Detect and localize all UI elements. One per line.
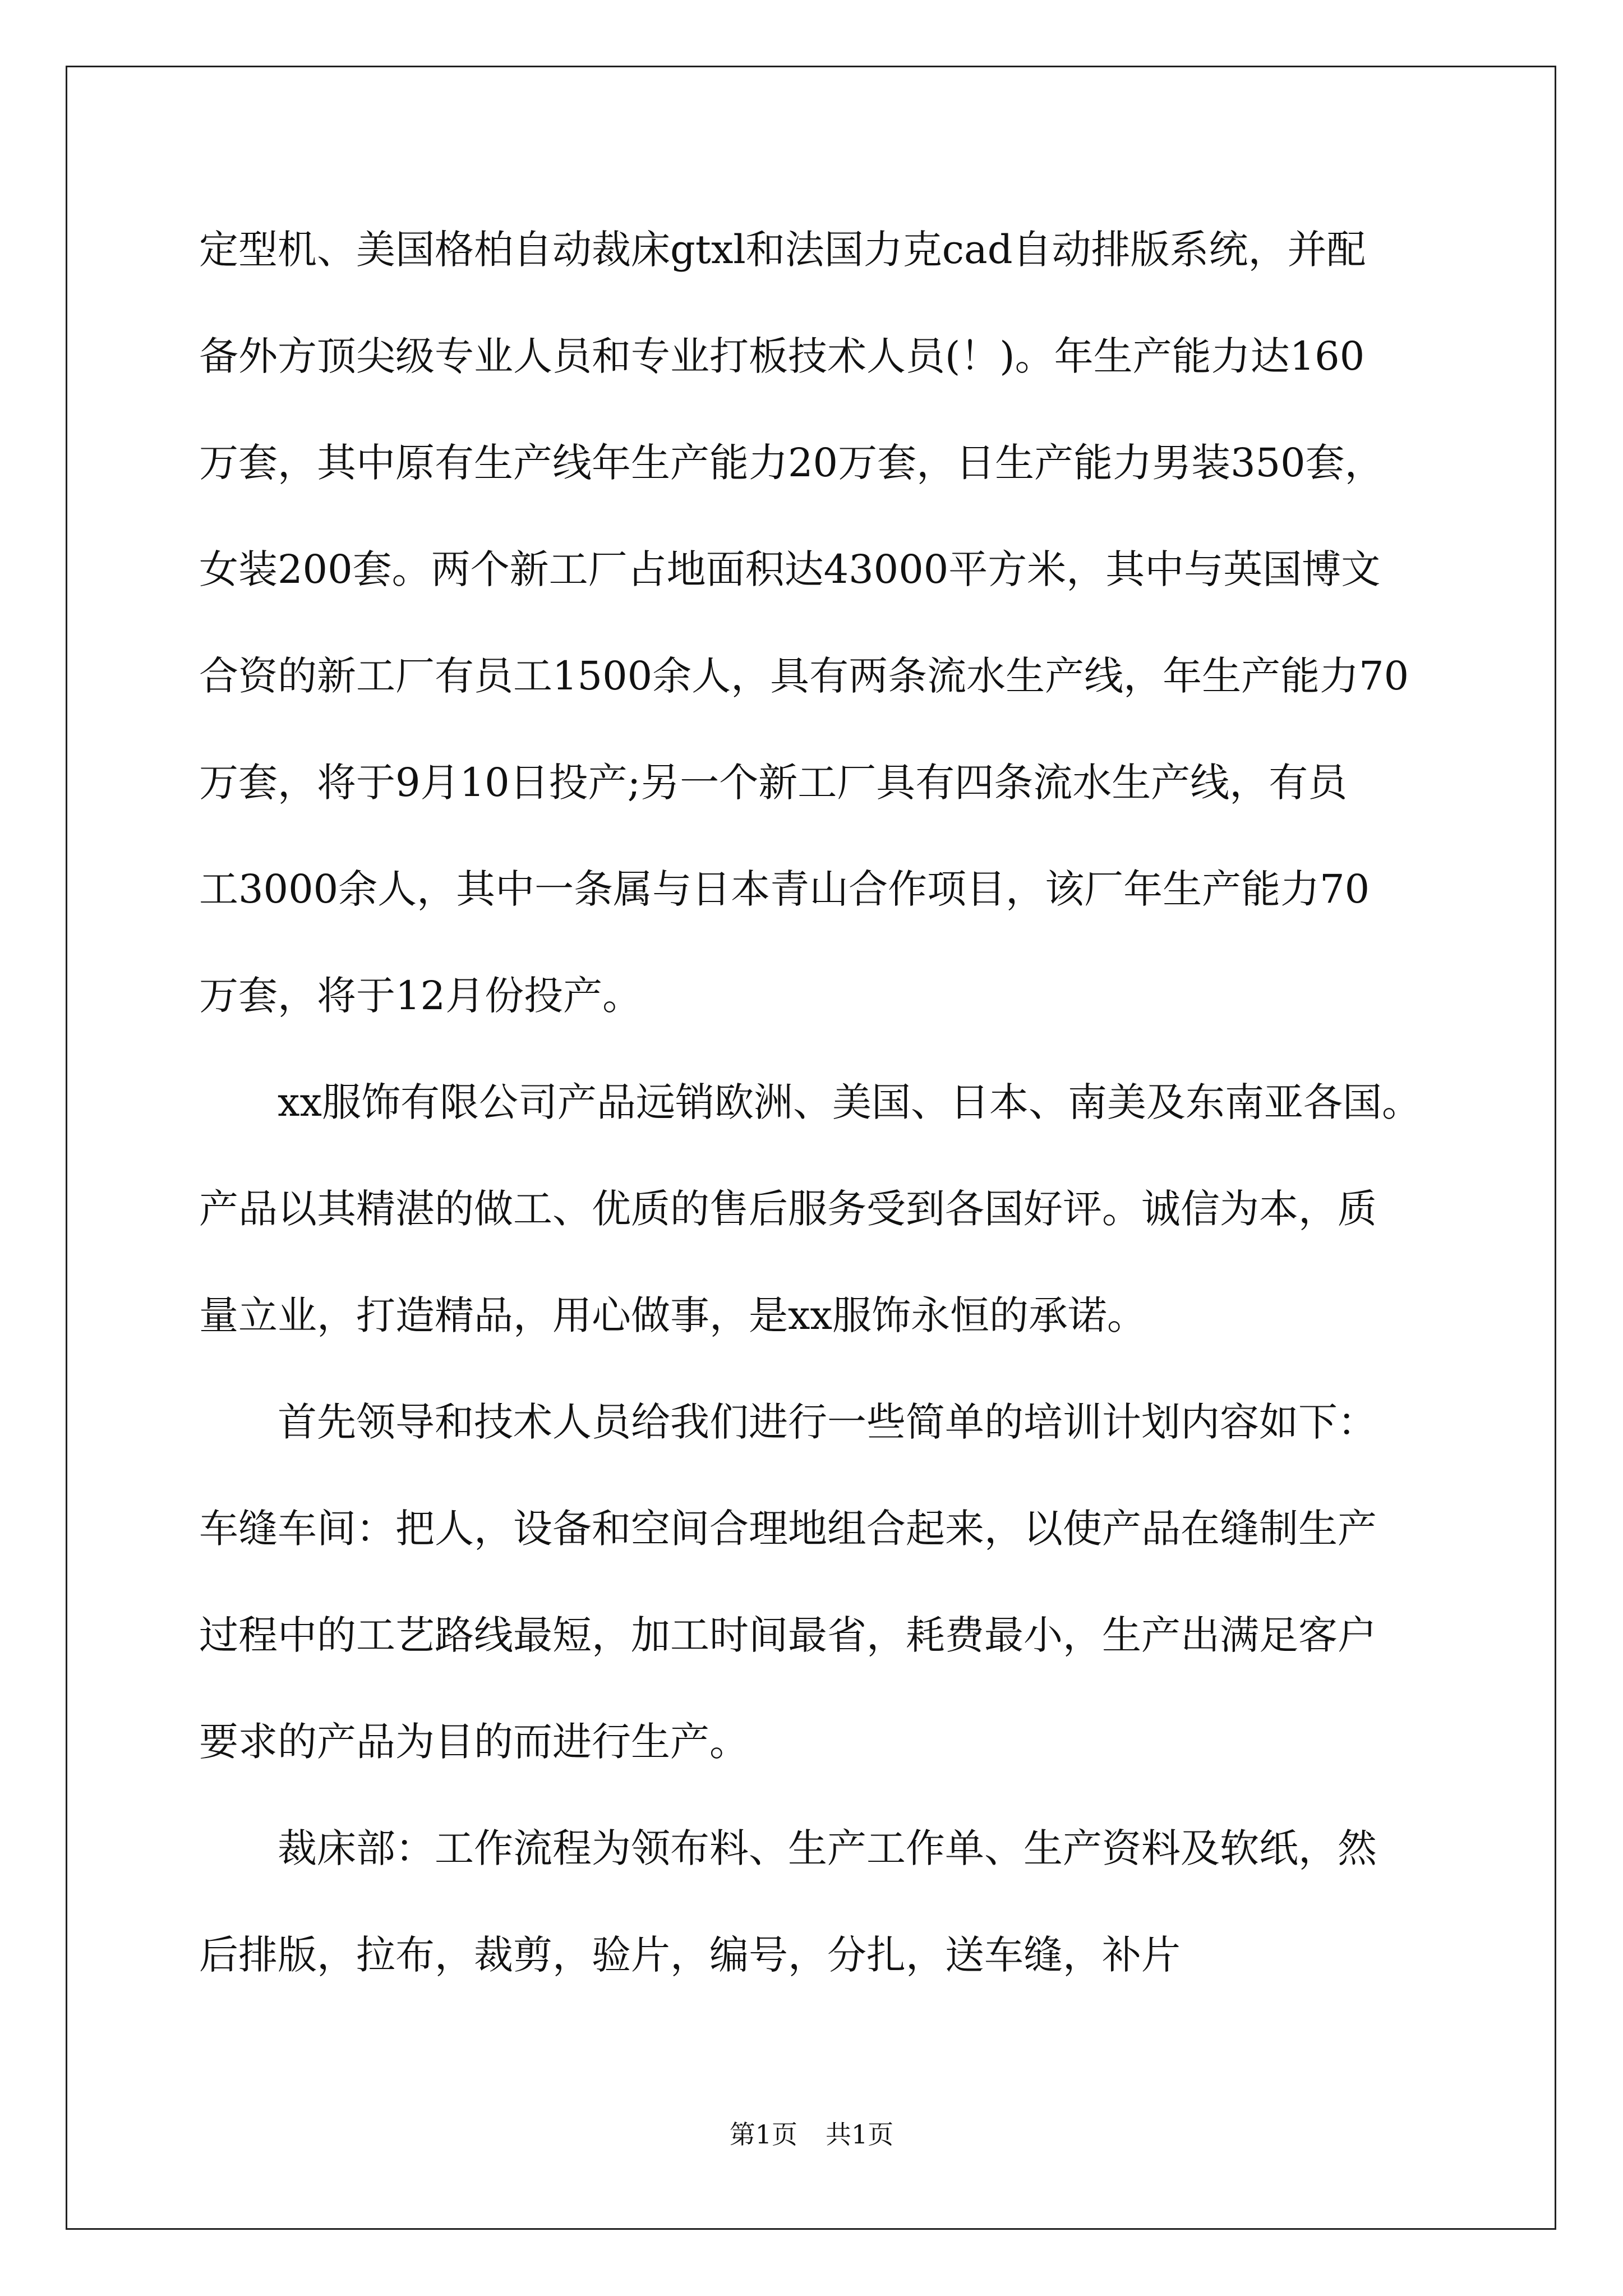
text-line: 要求的产品为目的而进行生产。 [199,1719,749,1765]
text-line: 后排版，拉布，裁剪，验片，编号，分扎，送车缝，补片 [199,1932,1181,1978]
text-line: 工3000余人，其中一条属与日本青山合作项目，该厂年生产能力70 [199,866,1370,912]
text-line: 女装200套。两个新工厂占地面积达43000平方米，其中与英国博文 [199,546,1381,592]
page-number: 第1页 [729,2119,797,2150]
text-line: 首先领导和技术人员给我们进行一些简单的培训计划内容如下： [199,1399,1377,1445]
text-line: 产品以其精湛的做工、优质的售后服务受到各国好评。诚信为本，质 [199,1186,1377,1232]
text-line: 裁床部：工作流程为领布料、生产工作单、生产资料及软纸，然 [199,1825,1377,1871]
page-total: 共1页 [826,2119,894,2150]
text-line: 定型机、美国格柏自动裁床gtxl和法国力克cad自动排版系统，并配 [199,227,1366,273]
text-line: 合资的新工厂有员工1500余人，具有两条流水生产线，年生产能力70 [199,653,1409,699]
text-line: 量立业，打造精品，用心做事，是xx服饰永恒的承诺。 [199,1292,1146,1338]
text-line: 万套，将于9月10日投产;另一个新工厂具有四条流水生产线，有员 [199,760,1348,806]
text-line: xx服饰有限公司产品远销欧洲、美国、日本、南美及东南亚各国。 [199,1079,1421,1125]
text-line: 过程中的工艺路线最短，加工时间最省，耗费最小，生产出满足客户 [199,1612,1377,1658]
text-line: 车缝车间：把人，设备和空间合理地组合起来，以使产品在缝制生产 [199,1506,1377,1552]
text-line: 万套，将于12月份投产。 [199,973,642,1019]
text-line: 备外方顶尖级专业人员和专业打板技术人员(！)。年生产能力达160 [199,333,1365,379]
text-line: 万套，其中原有生产线年生产能力20万套，日生产能力男装350套， [199,440,1384,486]
document-body [199,219,1461,2031]
page-footer [0,2118,1623,2151]
